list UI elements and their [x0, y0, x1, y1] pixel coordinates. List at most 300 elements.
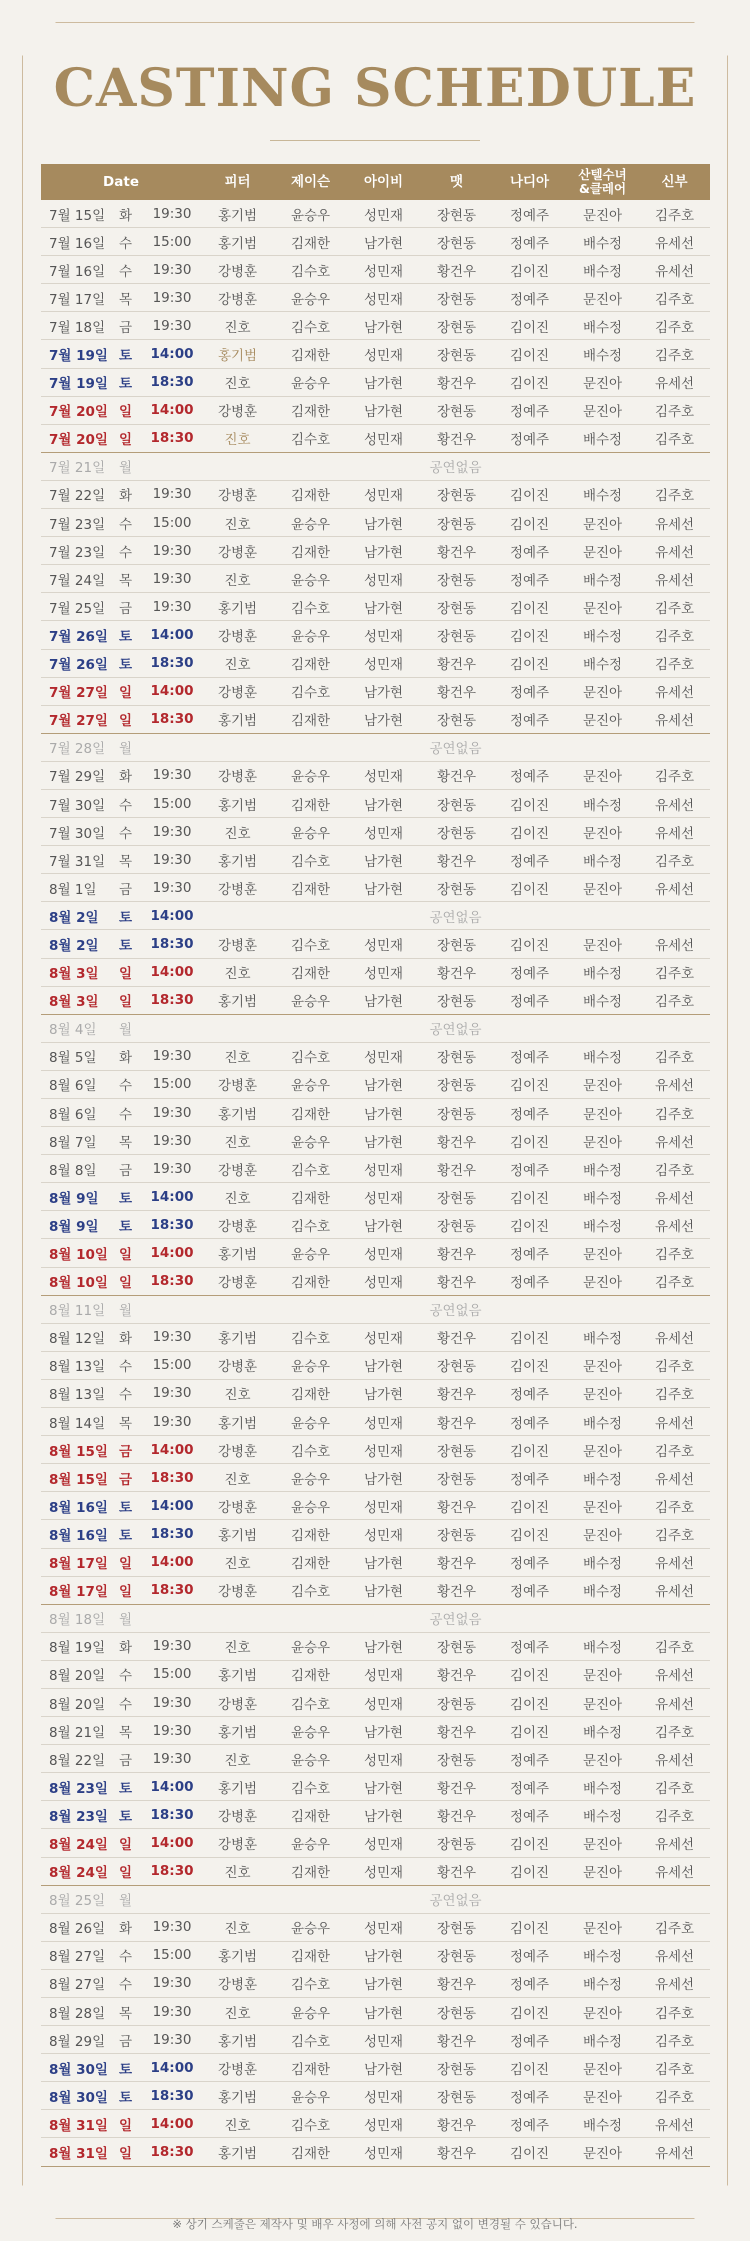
cell-nadia: 김이진: [493, 621, 566, 649]
cell-jason: 김재한: [274, 340, 347, 368]
cell-date: 8월 13일: [41, 1379, 108, 1407]
cell-nadia: 정예주: [493, 1632, 566, 1660]
cell-priest: 김주호: [639, 1773, 710, 1801]
cell-nadia: 정예주: [493, 2082, 566, 2110]
cell-priest: 유세선: [639, 1857, 710, 1885]
cell-matt: 황건우: [420, 958, 493, 986]
cell-date: 8월 22일: [41, 1745, 108, 1773]
cell-peter: 홍기범: [201, 986, 274, 1014]
cell-sister-claire: 문진아: [566, 1351, 639, 1379]
cell-peter: 진호: [201, 565, 274, 593]
cell-time: 14:00: [143, 902, 201, 930]
cell-ivy: 성민재: [347, 424, 420, 452]
cell-sister-claire: 배수정: [566, 1801, 639, 1829]
cell-sister-claire: 문진아: [566, 537, 639, 565]
cell-peter: 홍기범: [201, 1660, 274, 1688]
cell-priest: 김주호: [639, 1998, 710, 2026]
table-row: [41, 1941, 710, 1969]
cell-date: 8월 30일: [41, 2082, 108, 2110]
cell-nadia: 김이진: [493, 1660, 566, 1688]
cell-sister-claire: 배수정: [566, 1632, 639, 1660]
cell-peter: 진호: [201, 1548, 274, 1576]
table-row: [41, 677, 710, 705]
cell-jason: 김재한: [274, 480, 347, 508]
cell-peter: 진호: [201, 1913, 274, 1941]
cell-nadia: 김이진: [493, 1211, 566, 1239]
table-row: [41, 200, 710, 228]
cell-date: 7월 19일: [41, 340, 108, 368]
cell-date: 8월 3일: [41, 958, 108, 986]
cell-ivy: 성민재: [347, 818, 420, 846]
cell-ivy: 남가현: [347, 537, 420, 565]
header-ivy: 아이비: [347, 164, 420, 200]
cell-time: 14:00: [143, 2110, 201, 2138]
cell-ivy: 남가현: [347, 1548, 420, 1576]
table-row: [41, 846, 710, 874]
cell-day: 토: [108, 621, 143, 649]
cell-time: 18:30: [143, 649, 201, 677]
table-row: [41, 789, 710, 817]
cell-ivy: 성민재: [347, 200, 420, 228]
table-row: [41, 1070, 710, 1098]
cell-nadia: 김이진: [493, 509, 566, 537]
cell-jason: 윤승우: [274, 1745, 347, 1773]
cell-sister-claire: 문진아: [566, 818, 639, 846]
cell-sister-claire: 배수정: [566, 1464, 639, 1492]
cell-day: 토: [108, 2082, 143, 2110]
table-row: [41, 1688, 710, 1716]
cell-day: 수: [108, 1941, 143, 1969]
cell-time: 19:30: [143, 480, 201, 508]
cell-sister-claire: 문진아: [566, 2082, 639, 2110]
table-row: [41, 1913, 710, 1941]
cell-matt: 장현동: [420, 340, 493, 368]
cell-nadia: 김이진: [493, 649, 566, 677]
cell-peter: 강병훈: [201, 396, 274, 424]
cell-ivy: 남가현: [347, 1969, 420, 1997]
cell-date: 7월 23일: [41, 537, 108, 565]
cell-jason: 윤승우: [274, 761, 347, 789]
cell-day: 화: [108, 480, 143, 508]
cell-day: 목: [108, 1998, 143, 2026]
cell-date: 8월 29일: [41, 2026, 108, 2054]
cell-priest: 김주호: [639, 1379, 710, 1407]
cell-priest: 김주호: [639, 1520, 710, 1548]
cell-matt: 황건우: [420, 424, 493, 452]
title-divider: [270, 140, 480, 141]
cell-jason: 윤승우: [274, 1127, 347, 1155]
cell-peter: 홍기범: [201, 1773, 274, 1801]
cell-sister-claire: 문진아: [566, 1379, 639, 1407]
cell-matt: 장현동: [420, 986, 493, 1014]
cell-day: 화: [108, 1042, 143, 1070]
cell-ivy: 성민재: [347, 256, 420, 284]
table-row: [41, 537, 710, 565]
cell-priest: 김주호: [639, 340, 710, 368]
cell-jason: 김재한: [274, 649, 347, 677]
cell-date: 8월 7일: [41, 1127, 108, 1155]
cell-jason: 김재한: [274, 1520, 347, 1548]
cell-matt: 장현동: [420, 1099, 493, 1127]
cell-day: 토: [108, 1492, 143, 1520]
cell-date: 8월 24일: [41, 1857, 108, 1885]
cell-date: 8월 6일: [41, 1099, 108, 1127]
cell-time: 15:00: [143, 1941, 201, 1969]
table-row: [41, 1998, 710, 2026]
cell-sister-claire: 배수정: [566, 621, 639, 649]
cell-matt: 장현동: [420, 2054, 493, 2082]
cell-nadia: 정예주: [493, 1239, 566, 1267]
cell-priest: 김주호: [639, 593, 710, 621]
cell-peter: 진호: [201, 1379, 274, 1407]
cell-priest: 김주호: [639, 649, 710, 677]
cell-time: 19:30: [143, 1717, 201, 1745]
header-peter: 피터: [201, 164, 274, 200]
cell-peter: 진호: [201, 649, 274, 677]
cell-nadia: 정예주: [493, 284, 566, 312]
page-title: CASTING SCHEDULE: [53, 58, 697, 119]
cell-nadia: 김이진: [493, 1717, 566, 1745]
cell-matt: 장현동: [420, 621, 493, 649]
cell-peter: 진호: [201, 368, 274, 396]
cell-peter: 강병훈: [201, 677, 274, 705]
cell-priest: 유세선: [639, 1183, 710, 1211]
cell-ivy: 성민재: [347, 1408, 420, 1436]
cell-nadia: 김이진: [493, 818, 566, 846]
cell-time: [143, 1014, 201, 1042]
table-row: [41, 340, 710, 368]
cell-day: 일: [108, 396, 143, 424]
cell-matt: 장현동: [420, 565, 493, 593]
cell-day: 수: [108, 537, 143, 565]
cell-day: 수: [108, 1379, 143, 1407]
cell-jason: 김재한: [274, 1099, 347, 1127]
cell-day: 일: [108, 958, 143, 986]
cell-nadia: 김이진: [493, 1492, 566, 1520]
cell-day: 토: [108, 1211, 143, 1239]
cell-jason: 김재한: [274, 958, 347, 986]
table-row: [41, 1323, 710, 1351]
cell-time: 19:30: [143, 1099, 201, 1127]
cell-sister-claire: 배수정: [566, 1042, 639, 1070]
cell-time: 18:30: [143, 1520, 201, 1548]
cell-ivy: 남가현: [347, 1576, 420, 1604]
cell-sister-claire: 문진아: [566, 930, 639, 958]
cell-date: 8월 3일: [41, 986, 108, 1014]
cell-date: 7월 31일: [41, 846, 108, 874]
cell-time: 19:30: [143, 312, 201, 340]
table-row: [41, 2138, 710, 2166]
cell-matt: 황건우: [420, 1408, 493, 1436]
cell-jason: 윤승우: [274, 1492, 347, 1520]
cell-nadia: 정예주: [493, 424, 566, 452]
cell-matt: 장현동: [420, 874, 493, 902]
cell-jason: 김수호: [274, 677, 347, 705]
cell-sister-claire: 배수정: [566, 958, 639, 986]
cell-nadia: 김이진: [493, 1688, 566, 1716]
cell-nadia: 정예주: [493, 986, 566, 1014]
cell-sister-claire: 문진아: [566, 284, 639, 312]
cell-priest: 김주호: [639, 2054, 710, 2082]
cell-jason: 김재한: [274, 1857, 347, 1885]
cell-matt: 장현동: [420, 396, 493, 424]
cell-day: 일: [108, 2138, 143, 2166]
cell-sister-claire: 배수정: [566, 1211, 639, 1239]
cell-date: 7월 27일: [41, 677, 108, 705]
cell-priest: 유세선: [639, 930, 710, 958]
cell-day: 일: [108, 2110, 143, 2138]
cell-jason: 김재한: [274, 705, 347, 733]
cell-time: 19:30: [143, 2026, 201, 2054]
cell-jason: 김재한: [274, 1267, 347, 1295]
cell-sister-claire: 문진아: [566, 1688, 639, 1716]
cell-nadia: 김이진: [493, 1436, 566, 1464]
cell-date: 7월 30일: [41, 818, 108, 846]
cell-jason: 김재한: [274, 228, 347, 256]
cell-nadia: 정예주: [493, 1464, 566, 1492]
cell-date: 7월 16일: [41, 228, 108, 256]
header-sister-claire: [566, 164, 639, 200]
cell-priest: 유세선: [639, 1408, 710, 1436]
cell-peter: 홍기범: [201, 1408, 274, 1436]
cell-time: 14:00: [143, 2054, 201, 2082]
cell-date: 7월 20일: [41, 424, 108, 452]
cell-priest: 유세선: [639, 2110, 710, 2138]
cell-ivy: 남가현: [347, 228, 420, 256]
cell-ivy: 남가현: [347, 396, 420, 424]
cell-date: 8월 8일: [41, 1155, 108, 1183]
cell-priest: 김주호: [639, 1492, 710, 1520]
cell-peter: 진호: [201, 1632, 274, 1660]
cell-time: 18:30: [143, 1576, 201, 1604]
cell-sister-claire: 배수정: [566, 1717, 639, 1745]
header-jason: 제이슨: [274, 164, 347, 200]
cell-matt: 장현동: [420, 1211, 493, 1239]
table-header-row: [41, 164, 710, 200]
cell-day: 목: [108, 565, 143, 593]
cell-date: 7월 19일: [41, 368, 108, 396]
cell-priest: 김주호: [639, 958, 710, 986]
cell-jason: 윤승우: [274, 1070, 347, 1098]
cell-matt: 황건우: [420, 677, 493, 705]
cell-time: 14:00: [143, 1239, 201, 1267]
table-row-off: [41, 1604, 710, 1632]
cell-nadia: 정예주: [493, 1042, 566, 1070]
cell-peter: 진호: [201, 1464, 274, 1492]
cell-sister-claire: 문진아: [566, 200, 639, 228]
cell-matt: 황건우: [420, 1576, 493, 1604]
cell-sister-claire: 문진아: [566, 593, 639, 621]
cell-priest: 유세선: [639, 368, 710, 396]
cell-sister-claire: 배수정: [566, 986, 639, 1014]
cell-matt: 황건우: [420, 537, 493, 565]
cell-priest: 김주호: [639, 761, 710, 789]
cell-sister-claire: 배수정: [566, 480, 639, 508]
cell-time: [143, 1604, 201, 1632]
cell-matt: 장현동: [420, 1183, 493, 1211]
cell-jason: 김수호: [274, 593, 347, 621]
header-nadia: 나디아: [493, 164, 566, 200]
cell-day: 금: [108, 1464, 143, 1492]
cell-day: 일: [108, 1267, 143, 1295]
cell-day: 금: [108, 874, 143, 902]
cell-peter: 강병훈: [201, 874, 274, 902]
cell-date: 8월 20일: [41, 1688, 108, 1716]
cell-time: 19:30: [143, 1745, 201, 1773]
cell-matt: 장현동: [420, 789, 493, 817]
cell-peter: 홍기범: [201, 2082, 274, 2110]
table-row: [41, 874, 710, 902]
cell-day: 월: [108, 1295, 143, 1323]
cell-peter: 강병훈: [201, 930, 274, 958]
cell-sister-claire: 배수정: [566, 1323, 639, 1351]
cell-sister-claire: 배수정: [566, 1773, 639, 1801]
cell-jason: 김재한: [274, 1379, 347, 1407]
cell-jason: 윤승우: [274, 200, 347, 228]
cell-day: 수: [108, 1351, 143, 1379]
cell-ivy: 성민재: [347, 761, 420, 789]
table-row: [41, 1408, 710, 1436]
cell-jason: 김수호: [274, 1211, 347, 1239]
cell-ivy: 성민재: [347, 958, 420, 986]
cell-date: 7월 27일: [41, 705, 108, 733]
cell-peter: 홍기범: [201, 1941, 274, 1969]
cell-priest: 김주호: [639, 2082, 710, 2110]
cell-peter: 강병훈: [201, 1801, 274, 1829]
cell-matt: 황건우: [420, 2110, 493, 2138]
cell-matt: 장현동: [420, 228, 493, 256]
cell-peter: 홍기범: [201, 2138, 274, 2166]
cell-no-show: 공연없음: [201, 902, 710, 930]
cell-date: 8월 25일: [41, 1885, 108, 1913]
cell-priest: 김주호: [639, 846, 710, 874]
cell-jason: 김수호: [274, 2110, 347, 2138]
cell-jason: 김재한: [274, 1801, 347, 1829]
table-row: [41, 1042, 710, 1070]
cell-day: 수: [108, 1969, 143, 1997]
cell-priest: 유세선: [639, 1660, 710, 1688]
cell-nadia: 김이진: [493, 930, 566, 958]
table-row: [41, 958, 710, 986]
cell-nadia: 정예주: [493, 1099, 566, 1127]
cell-nadia: 정예주: [493, 1408, 566, 1436]
cell-peter: 강병훈: [201, 284, 274, 312]
table-row: [41, 930, 710, 958]
cell-date: 8월 6일: [41, 1070, 108, 1098]
cell-peter: 진호: [201, 1127, 274, 1155]
cell-ivy: 성민재: [347, 1660, 420, 1688]
cell-nadia: 정예주: [493, 1941, 566, 1969]
cell-sister-claire: 문진아: [566, 761, 639, 789]
cell-ivy: 성민재: [347, 1520, 420, 1548]
cell-matt: 황건우: [420, 846, 493, 874]
cell-matt: 장현동: [420, 818, 493, 846]
cell-priest: 김주호: [639, 284, 710, 312]
cell-sister-claire: 배수정: [566, 565, 639, 593]
cell-day: 금: [108, 593, 143, 621]
cell-ivy: 성민재: [347, 1239, 420, 1267]
cell-time: 18:30: [143, 2138, 201, 2166]
cell-time: 19:30: [143, 200, 201, 228]
cell-priest: 김주호: [639, 1632, 710, 1660]
cell-priest: 유세선: [639, 705, 710, 733]
cell-ivy: 남가현: [347, 1099, 420, 1127]
cell-matt: 장현동: [420, 200, 493, 228]
cell-nadia: 정예주: [493, 537, 566, 565]
cell-priest: 김주호: [639, 621, 710, 649]
cell-priest: 김주호: [639, 1267, 710, 1295]
cell-peter: 강병훈: [201, 537, 274, 565]
cell-date: 7월 29일: [41, 761, 108, 789]
cell-jason: 김수호: [274, 1436, 347, 1464]
cell-ivy: 남가현: [347, 312, 420, 340]
cell-nadia: 김이진: [493, 256, 566, 284]
cell-priest: 유세선: [639, 1969, 710, 1997]
cell-matt: 장현동: [420, 1436, 493, 1464]
cell-nadia: 정예주: [493, 1379, 566, 1407]
cell-time: 19:30: [143, 1998, 201, 2026]
cell-sister-claire: 배수정: [566, 228, 639, 256]
cell-priest: 김주호: [639, 2026, 710, 2054]
cell-sister-claire: 문진아: [566, 874, 639, 902]
cell-ivy: 성민재: [347, 284, 420, 312]
cell-sister-claire: 문진아: [566, 1267, 639, 1295]
cell-day: 월: [108, 1885, 143, 1913]
cell-nadia: 김이진: [493, 874, 566, 902]
cell-day: 화: [108, 761, 143, 789]
cell-sister-claire: 배수정: [566, 1155, 639, 1183]
cell-day: 금: [108, 1745, 143, 1773]
table-row: [41, 1099, 710, 1127]
schedule-body: [41, 200, 710, 2166]
cell-time: 18:30: [143, 1211, 201, 1239]
cell-ivy: 남가현: [347, 1941, 420, 1969]
cell-ivy: 성민재: [347, 565, 420, 593]
cell-matt: 황건우: [420, 1323, 493, 1351]
table-row: [41, 986, 710, 1014]
cell-time: 18:30: [143, 1267, 201, 1295]
cell-date: 8월 18일: [41, 1604, 108, 1632]
cell-ivy: 남가현: [347, 1632, 420, 1660]
cell-ivy: 성민재: [347, 1913, 420, 1941]
cell-nadia: 정예주: [493, 958, 566, 986]
cell-date: 8월 11일: [41, 1295, 108, 1323]
cell-time: 14:00: [143, 1492, 201, 1520]
cell-priest: 김주호: [639, 1717, 710, 1745]
cell-time: 19:30: [143, 1155, 201, 1183]
cell-day: 일: [108, 1857, 143, 1885]
cell-matt: 장현동: [420, 509, 493, 537]
cell-nadia: 김이진: [493, 1323, 566, 1351]
cell-sister-claire: 문진아: [566, 396, 639, 424]
table-row: [41, 284, 710, 312]
cell-peter: 강병훈: [201, 1155, 274, 1183]
cell-jason: 윤승우: [274, 621, 347, 649]
cell-date: 8월 30일: [41, 2054, 108, 2082]
cell-peter: 강병훈: [201, 1351, 274, 1379]
cell-date: 8월 23일: [41, 1801, 108, 1829]
cell-ivy: 성민재: [347, 930, 420, 958]
cell-date: 7월 18일: [41, 312, 108, 340]
cell-peter: 강병훈: [201, 1688, 274, 1716]
cell-ivy: 남가현: [347, 1717, 420, 1745]
cell-date: 7월 24일: [41, 565, 108, 593]
cell-peter: 홍기범: [201, 1323, 274, 1351]
cell-day: 토: [108, 1183, 143, 1211]
cell-sister-claire: 문진아: [566, 705, 639, 733]
table-row: [41, 1379, 710, 1407]
cell-matt: 장현동: [420, 1829, 493, 1857]
